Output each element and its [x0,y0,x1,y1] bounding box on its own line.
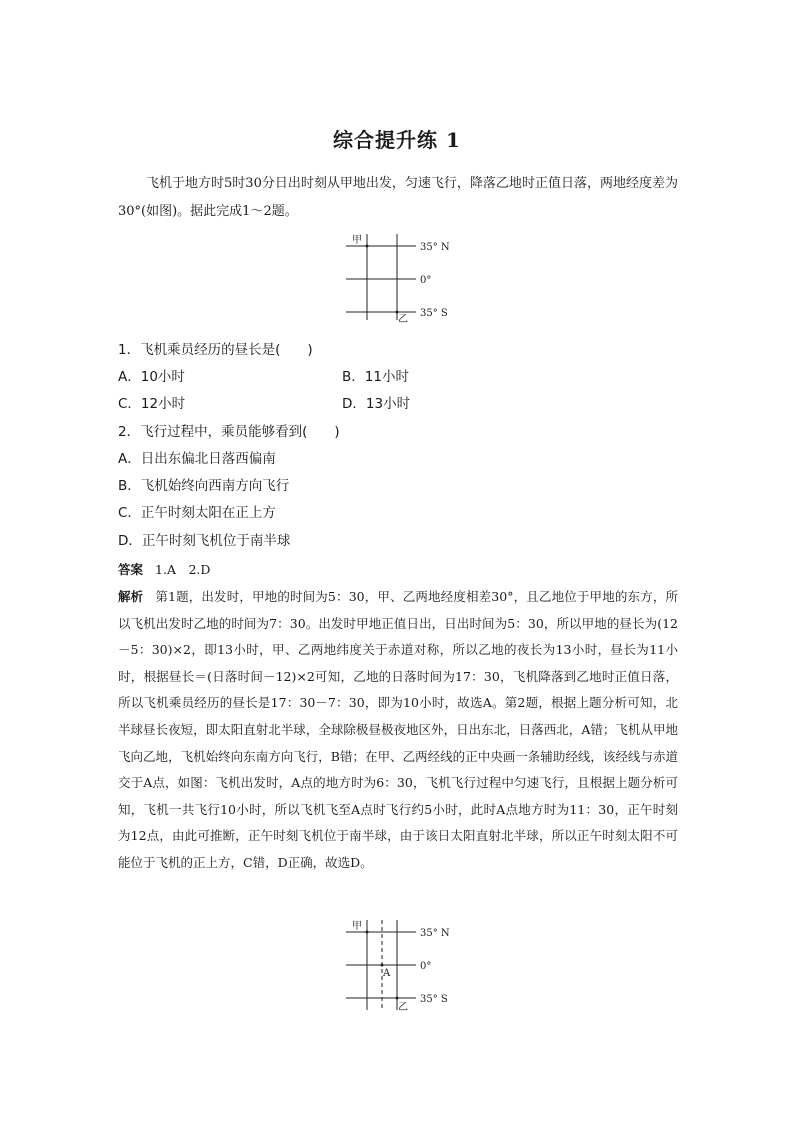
answer-value: 1.A 2.D [155,562,211,577]
figure-1 [340,232,460,324]
question-1-option-c: C．12小时 [118,396,186,412]
analysis-text: 第1题，出发时，甲地的时间为5：30，甲、乙两地经度相差30°，且乙地位于甲地的东方，所以飞机出发时乙地的时间为7：30。出发时甲地正值日出，日出时间为5：30，所以甲地的昼长为(12－5：30)×2，即13小时，甲、乙两地纬度关于赤道对称，所以乙地的夜长为13小时，昼长为11小时，根据昼长＝(日落时间－12)×2可知，乙地的日落时间为17：30，飞机降落到乙地时正值日落，所以飞机乘员经历的昼长是17：30－7：30，即为10小时，故选A。第2题，根据上题分析可知，北半球昼长夜短，即太阳直射北半球，全球除极昼极夜地区外，日出东北，日落西北，A错；飞机从甲地飞向乙地，飞机始终向东南方向飞行，B错；在甲、乙两经线的正中央画一条辅助经线，该经线与赤道交于A点，如图：飞机出发时，A点的地方时为6：30，飞机飞行过程中匀速飞行，且根据上题分析可知，飞机一共飞行10小时，所以飞机飞至A点时飞行约5小时，此时A点地方时为11：30，正午时刻为12点，由此可推断，正午时刻飞机位于南半球，由于该日太阳直射北半球，所以正午时刻太阳不可能位于飞机的正上方，C错，D正确，故选D。 [118,589,678,870]
question-2-option-a: A．日出东偏北日落西偏南 [118,451,276,467]
question-1-option-d: D．13小时 [342,396,411,412]
label-equator: 0° [420,275,432,286]
figure-2 [340,918,464,1014]
question-1-option-a: A．10小时 [118,369,185,385]
label-jia: 甲 [352,235,362,246]
question-2-option-b: B．飞机始终向西南方向飞行 [118,478,290,494]
point-a [381,964,384,967]
question-1-option-b: B．11小时 [342,369,409,385]
question-2-stem: 2．飞行过程中，乘员能够看到( ) [118,424,340,440]
label-equator: 0° [420,961,432,972]
point-yi [396,997,399,1000]
label-jia: 甲 [352,921,362,932]
question-2-option-d: D．正午时刻飞机位于南半球 [118,533,291,549]
figure-2-svg [340,918,464,1014]
label-yi: 乙 [398,314,408,324]
label-35s: 35° S [420,308,448,319]
label-35n: 35° N [420,928,450,939]
figure-1-svg [340,232,460,324]
question-2-option-c: C．正午时刻太阳在正上方 [118,505,276,521]
label-yi: 乙 [398,1002,408,1013]
label-35n: 35° N [420,242,450,253]
page-title: 综合提升练 1 [333,128,461,152]
analysis-paragraph [118,584,678,877]
label-35s: 35° S [420,994,448,1005]
question-1-stem: 1．飞机乘员经历的昼长是( ) [118,342,313,358]
point-jia [366,245,369,248]
analysis-label: 解析 [118,589,144,604]
answer-label: 答案 [118,562,144,577]
label-a: A [383,968,391,979]
intro-paragraph: 飞机于地方时5时30分日出时刻从甲地出发，匀速飞行，降落乙地时正值日落，两地经度差为30°(如图)。据此完成1～2题。 [118,176,678,219]
point-jia [366,931,369,934]
answer-line [118,560,210,580]
